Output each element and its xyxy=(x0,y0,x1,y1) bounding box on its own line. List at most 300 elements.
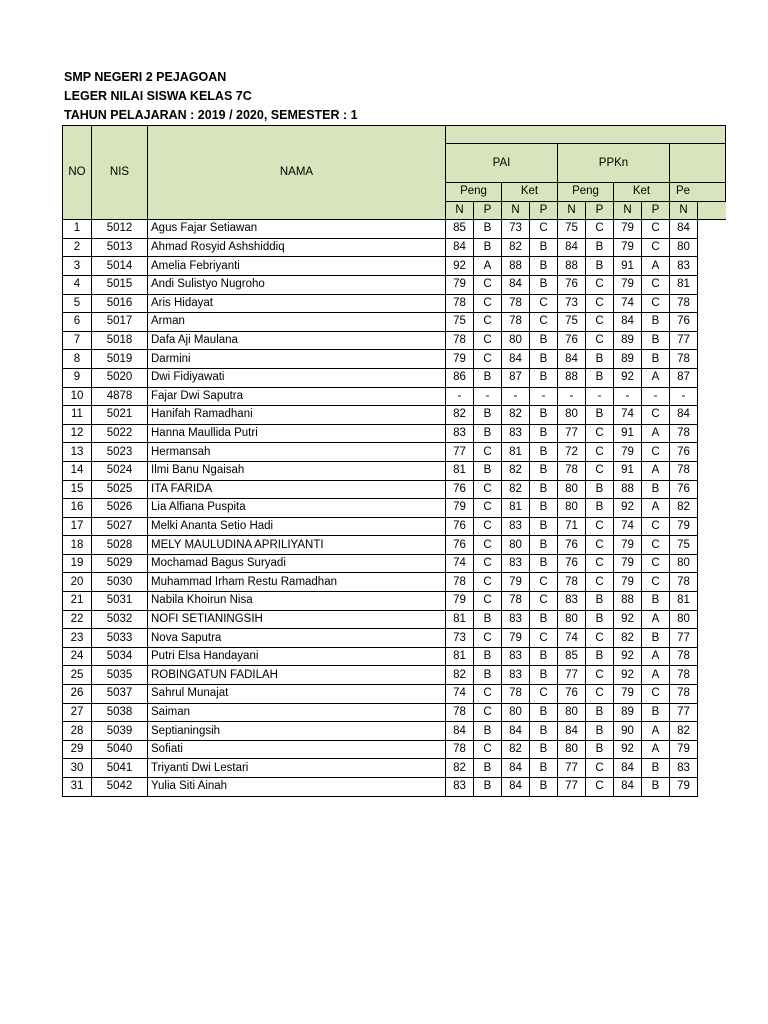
pai-peng-p: B xyxy=(474,610,502,629)
cell-gap xyxy=(698,573,726,592)
cell-gap xyxy=(698,294,726,313)
pai-peng-p: B xyxy=(474,759,502,778)
row-nis: 5013 xyxy=(92,238,148,257)
next-peng-n: 76 xyxy=(670,443,698,462)
table-row xyxy=(63,368,726,387)
ppkn-peng-p: B xyxy=(586,722,614,741)
pai-ket-n: 82 xyxy=(502,406,530,425)
row-nis: 5016 xyxy=(92,294,148,313)
cell-gap xyxy=(698,220,726,239)
ppkn-ket-n: 82 xyxy=(614,629,642,648)
row-nis: 5030 xyxy=(92,573,148,592)
pai-ket-n: 83 xyxy=(502,517,530,536)
cell-gap xyxy=(698,629,726,648)
row-nama: Nova Saputra xyxy=(148,629,446,648)
ppkn-ket-n: 89 xyxy=(614,331,642,350)
row-nis: 5032 xyxy=(92,610,148,629)
table-row xyxy=(63,647,726,666)
table-row xyxy=(63,294,726,313)
ppkn-peng-p: C xyxy=(586,666,614,685)
row-nama: ROBINGATUN FADILAH xyxy=(148,666,446,685)
academic-year: TAHUN PELAJARAN : 2019 / 2020, SEMESTER : 1 xyxy=(64,108,358,122)
row-nama: Putri Elsa Handayani xyxy=(148,647,446,666)
pai-ket-p: B xyxy=(530,666,558,685)
row-no: 16 xyxy=(63,499,92,518)
table-row xyxy=(63,629,726,648)
row-nama: Saiman xyxy=(148,703,446,722)
pai-ket-n: 84 xyxy=(502,778,530,797)
pai-ket-p: C xyxy=(530,685,558,704)
row-nis: 5018 xyxy=(92,331,148,350)
ppkn-ket-p: B xyxy=(642,350,670,369)
row-nama: Agus Fajar Setiawan xyxy=(148,220,446,239)
col-p: P xyxy=(642,201,670,220)
row-nama: Ilmi Banu Ngaisah xyxy=(148,461,446,480)
row-nama: ITA FARIDA xyxy=(148,480,446,499)
ppkn-ket-n: 92 xyxy=(614,666,642,685)
table-row xyxy=(63,350,726,369)
pai-ket-n: 78 xyxy=(502,685,530,704)
pai-ket-n: - xyxy=(502,387,530,406)
col-n: N xyxy=(446,201,474,220)
table-row xyxy=(63,536,726,555)
cell-gap xyxy=(698,368,726,387)
sub-peng: Peng xyxy=(558,183,614,202)
ppkn-ket-n: 79 xyxy=(614,573,642,592)
ppkn-ket-n: 91 xyxy=(614,461,642,480)
row-nis: 5022 xyxy=(92,424,148,443)
ppkn-ket-p: A xyxy=(642,610,670,629)
subjects-group-header xyxy=(446,126,726,144)
pai-ket-n: 88 xyxy=(502,257,530,276)
cell-gap xyxy=(698,257,726,276)
col-n: N xyxy=(502,201,530,220)
ppkn-ket-p: C xyxy=(642,573,670,592)
table-row xyxy=(63,722,726,741)
table-row xyxy=(63,499,726,518)
row-no: 15 xyxy=(63,480,92,499)
row-no: 18 xyxy=(63,536,92,555)
ppkn-ket-n: 89 xyxy=(614,703,642,722)
sub-ket: Ket xyxy=(502,183,558,202)
next-peng-n: 87 xyxy=(670,368,698,387)
pai-peng-n: 76 xyxy=(446,536,474,555)
pai-ket-p: B xyxy=(530,461,558,480)
row-no: 22 xyxy=(63,610,92,629)
row-no: 6 xyxy=(63,313,92,332)
ppkn-ket-n: 88 xyxy=(614,592,642,611)
pai-peng-n: 76 xyxy=(446,517,474,536)
ppkn-peng-p: B xyxy=(586,368,614,387)
ppkn-peng-n: 88 xyxy=(558,257,586,276)
row-nama: MELY MAULUDINA APRILIYANTI xyxy=(148,536,446,555)
ppkn-peng-n: 85 xyxy=(558,647,586,666)
pai-ket-p: B xyxy=(530,554,558,573)
pai-ket-n: 87 xyxy=(502,368,530,387)
ppkn-peng-n: 80 xyxy=(558,480,586,499)
ppkn-peng-n: 78 xyxy=(558,573,586,592)
ppkn-peng-p: B xyxy=(586,592,614,611)
table-row xyxy=(63,387,726,406)
ppkn-peng-n: 77 xyxy=(558,424,586,443)
cell-gap xyxy=(698,350,726,369)
pai-peng-n: 79 xyxy=(446,350,474,369)
pai-ket-n: 84 xyxy=(502,759,530,778)
school-name: SMP NEGERI 2 PEJAGOAN xyxy=(64,70,227,84)
cell-gap xyxy=(698,238,726,257)
ppkn-peng-p: B xyxy=(586,480,614,499)
cell-gap xyxy=(698,517,726,536)
ppkn-ket-n: 79 xyxy=(614,685,642,704)
row-no: 3 xyxy=(63,257,92,276)
row-nis: 5029 xyxy=(92,554,148,573)
ppkn-ket-n: 79 xyxy=(614,238,642,257)
row-nis: 5015 xyxy=(92,275,148,294)
ppkn-peng-n: 80 xyxy=(558,406,586,425)
next-peng-n: 78 xyxy=(670,350,698,369)
next-peng-n: 77 xyxy=(670,331,698,350)
pai-peng-p: C xyxy=(474,443,502,462)
next-peng-n: 79 xyxy=(670,778,698,797)
row-nama: Arman xyxy=(148,313,446,332)
ppkn-ket-p: A xyxy=(642,257,670,276)
pai-peng-p: B xyxy=(474,722,502,741)
ppkn-peng-n: 80 xyxy=(558,740,586,759)
next-peng-n: 76 xyxy=(670,480,698,499)
row-nis: 5034 xyxy=(92,647,148,666)
pai-peng-n: 92 xyxy=(446,257,474,276)
pai-peng-n: - xyxy=(446,387,474,406)
pai-peng-n: 83 xyxy=(446,424,474,443)
ppkn-ket-n: 79 xyxy=(614,275,642,294)
cell-gap xyxy=(698,759,726,778)
ppkn-peng-n: 77 xyxy=(558,666,586,685)
row-no: 13 xyxy=(63,443,92,462)
row-nama: Nabila Khoirun Nisa xyxy=(148,592,446,611)
pai-ket-n: 80 xyxy=(502,703,530,722)
ppkn-ket-p: - xyxy=(642,387,670,406)
pai-peng-n: 82 xyxy=(446,406,474,425)
row-nis: 5021 xyxy=(92,406,148,425)
row-no: 21 xyxy=(63,592,92,611)
cell-gap xyxy=(698,592,726,611)
ppkn-peng-p: C xyxy=(586,424,614,443)
pai-peng-p: B xyxy=(474,406,502,425)
document-title: LEGER NILAI SISWA KELAS 7C xyxy=(64,89,252,103)
next-peng-n: 78 xyxy=(670,685,698,704)
row-no: 23 xyxy=(63,629,92,648)
row-no: 27 xyxy=(63,703,92,722)
cell-gap xyxy=(698,331,726,350)
row-nis: 5020 xyxy=(92,368,148,387)
row-nis: 4878 xyxy=(92,387,148,406)
row-no: 1 xyxy=(63,220,92,239)
pai-peng-n: 86 xyxy=(446,368,474,387)
pai-ket-n: 79 xyxy=(502,573,530,592)
table-row xyxy=(63,666,726,685)
ppkn-peng-n: 83 xyxy=(558,592,586,611)
pai-peng-n: 78 xyxy=(446,703,474,722)
subject-ppkn: PPKn xyxy=(558,144,670,183)
pai-peng-p: C xyxy=(474,703,502,722)
pai-ket-p: B xyxy=(530,238,558,257)
ppkn-peng-p: B xyxy=(586,740,614,759)
ppkn-peng-n: - xyxy=(558,387,586,406)
pai-peng-p: C xyxy=(474,592,502,611)
ppkn-ket-n: - xyxy=(614,387,642,406)
pai-peng-n: 77 xyxy=(446,443,474,462)
ppkn-peng-p: B xyxy=(586,499,614,518)
pai-peng-n: 78 xyxy=(446,294,474,313)
table-row xyxy=(63,703,726,722)
col-no: NO xyxy=(63,126,92,220)
next-peng-n: 84 xyxy=(670,220,698,239)
pai-ket-p: C xyxy=(530,592,558,611)
ppkn-ket-n: 84 xyxy=(614,778,642,797)
ppkn-ket-n: 92 xyxy=(614,740,642,759)
pai-peng-n: 79 xyxy=(446,592,474,611)
ppkn-ket-p: C xyxy=(642,536,670,555)
pai-peng-p: C xyxy=(474,536,502,555)
pai-peng-p: C xyxy=(474,313,502,332)
pai-peng-n: 74 xyxy=(446,554,474,573)
pai-ket-p: B xyxy=(530,499,558,518)
cell-gap xyxy=(698,443,726,462)
pai-peng-n: 78 xyxy=(446,331,474,350)
pai-ket-n: 83 xyxy=(502,647,530,666)
ppkn-ket-p: C xyxy=(642,685,670,704)
ppkn-peng-p: C xyxy=(586,313,614,332)
pai-ket-p: C xyxy=(530,313,558,332)
pai-ket-n: 84 xyxy=(502,275,530,294)
row-no: 19 xyxy=(63,554,92,573)
row-nama: Hermansah xyxy=(148,443,446,462)
pai-peng-n: 79 xyxy=(446,499,474,518)
table-row xyxy=(63,554,726,573)
ppkn-peng-p: B xyxy=(586,406,614,425)
ppkn-ket-p: C xyxy=(642,275,670,294)
ppkn-ket-p: B xyxy=(642,331,670,350)
ppkn-ket-p: A xyxy=(642,424,670,443)
row-nis: 5025 xyxy=(92,480,148,499)
ppkn-peng-n: 75 xyxy=(558,220,586,239)
ppkn-ket-n: 92 xyxy=(614,647,642,666)
table-row xyxy=(63,424,726,443)
ppkn-peng-p: C xyxy=(586,759,614,778)
table-row xyxy=(63,220,726,239)
table-row xyxy=(63,517,726,536)
row-no: 2 xyxy=(63,238,92,257)
ppkn-peng-p: C xyxy=(586,536,614,555)
table-row xyxy=(63,275,726,294)
ppkn-ket-p: C xyxy=(642,220,670,239)
pai-ket-n: 80 xyxy=(502,536,530,555)
ppkn-peng-n: 73 xyxy=(558,294,586,313)
row-nama: Dwi Fidiyawati xyxy=(148,368,446,387)
pai-peng-p: C xyxy=(474,740,502,759)
row-no: 5 xyxy=(63,294,92,313)
col-n: N xyxy=(558,201,586,220)
ppkn-peng-n: 76 xyxy=(558,554,586,573)
pai-peng-p: C xyxy=(474,554,502,573)
pai-ket-n: 82 xyxy=(502,480,530,499)
row-nama: Septianingsih xyxy=(148,722,446,741)
pai-peng-n: 84 xyxy=(446,238,474,257)
pai-ket-p: - xyxy=(530,387,558,406)
ppkn-ket-n: 79 xyxy=(614,220,642,239)
pai-peng-n: 85 xyxy=(446,220,474,239)
ppkn-peng-p: C xyxy=(586,517,614,536)
ppkn-ket-p: A xyxy=(642,368,670,387)
next-peng-n: 81 xyxy=(670,275,698,294)
ppkn-peng-n: 80 xyxy=(558,610,586,629)
pai-ket-p: C xyxy=(530,220,558,239)
row-nis: 5037 xyxy=(92,685,148,704)
row-no: 30 xyxy=(63,759,92,778)
pai-peng-p: B xyxy=(474,666,502,685)
row-nis: 5031 xyxy=(92,592,148,611)
row-no: 10 xyxy=(63,387,92,406)
row-nis: 5017 xyxy=(92,313,148,332)
row-nis: 5033 xyxy=(92,629,148,648)
pai-ket-p: C xyxy=(530,629,558,648)
ppkn-peng-p: C xyxy=(586,685,614,704)
ppkn-ket-n: 74 xyxy=(614,294,642,313)
row-nama: Darmini xyxy=(148,350,446,369)
ppkn-ket-p: C xyxy=(642,443,670,462)
table-row xyxy=(63,406,726,425)
ppkn-peng-n: 77 xyxy=(558,778,586,797)
pai-ket-p: B xyxy=(530,331,558,350)
pai-ket-p: B xyxy=(530,424,558,443)
cell-gap xyxy=(698,275,726,294)
ppkn-ket-p: B xyxy=(642,313,670,332)
ppkn-peng-p: C xyxy=(586,275,614,294)
ppkn-peng-n: 78 xyxy=(558,461,586,480)
ppkn-ket-p: C xyxy=(642,554,670,573)
pai-ket-p: B xyxy=(530,443,558,462)
pai-ket-p: C xyxy=(530,573,558,592)
row-nis: 5041 xyxy=(92,759,148,778)
pai-ket-p: B xyxy=(530,368,558,387)
pai-ket-p: B xyxy=(530,647,558,666)
row-no: 26 xyxy=(63,685,92,704)
table-row xyxy=(63,238,726,257)
ppkn-ket-p: C xyxy=(642,294,670,313)
row-nama: Amelia Febriyanti xyxy=(148,257,446,276)
next-peng-n: 78 xyxy=(670,294,698,313)
next-peng-n: 77 xyxy=(670,703,698,722)
pai-peng-n: 81 xyxy=(446,647,474,666)
next-peng-n: 82 xyxy=(670,722,698,741)
cell-gap xyxy=(698,666,726,685)
row-nis: 5039 xyxy=(92,722,148,741)
table-row xyxy=(63,685,726,704)
pai-peng-p: C xyxy=(474,294,502,313)
row-no: 11 xyxy=(63,406,92,425)
next-peng-n: 75 xyxy=(670,536,698,555)
row-nama: Sofiati xyxy=(148,740,446,759)
next-peng-n: 84 xyxy=(670,406,698,425)
cell-gap xyxy=(698,610,726,629)
col-p: P xyxy=(474,201,502,220)
ppkn-peng-n: 84 xyxy=(558,722,586,741)
ppkn-ket-p: C xyxy=(642,517,670,536)
col-nis: NIS xyxy=(92,126,148,220)
pai-ket-p: B xyxy=(530,517,558,536)
next-peng-n: 83 xyxy=(670,257,698,276)
ppkn-ket-p: A xyxy=(642,647,670,666)
pai-peng-n: 82 xyxy=(446,759,474,778)
ppkn-ket-p: A xyxy=(642,722,670,741)
next-peng-n: 78 xyxy=(670,666,698,685)
next-peng-n: 80 xyxy=(670,238,698,257)
cell-gap xyxy=(698,722,726,741)
table-row xyxy=(63,480,726,499)
table-row xyxy=(63,313,726,332)
ppkn-ket-p: A xyxy=(642,666,670,685)
ppkn-ket-n: 92 xyxy=(614,368,642,387)
table-row xyxy=(63,740,726,759)
ppkn-peng-p: B xyxy=(586,238,614,257)
row-nis: 5014 xyxy=(92,257,148,276)
pai-ket-n: 84 xyxy=(502,350,530,369)
pai-peng-p: C xyxy=(474,275,502,294)
ppkn-peng-n: 75 xyxy=(558,313,586,332)
cell-gap xyxy=(698,387,726,406)
next-peng-n: 76 xyxy=(670,313,698,332)
cell-gap xyxy=(698,703,726,722)
table-row xyxy=(63,461,726,480)
ppkn-peng-n: 80 xyxy=(558,499,586,518)
pai-peng-n: 83 xyxy=(446,778,474,797)
ppkn-peng-n: 77 xyxy=(558,759,586,778)
pai-ket-n: 78 xyxy=(502,294,530,313)
grade-table xyxy=(62,125,726,797)
row-no: 20 xyxy=(63,573,92,592)
cell-gap xyxy=(698,406,726,425)
ppkn-peng-p: C xyxy=(586,573,614,592)
pai-ket-n: 83 xyxy=(502,554,530,573)
pai-ket-p: B xyxy=(530,778,558,797)
pai-peng-p: B xyxy=(474,368,502,387)
pai-peng-n: 79 xyxy=(446,275,474,294)
cell-gap xyxy=(698,647,726,666)
row-no: 24 xyxy=(63,647,92,666)
pai-ket-p: B xyxy=(530,480,558,499)
ppkn-ket-p: B xyxy=(642,592,670,611)
ppkn-peng-p: C xyxy=(586,554,614,573)
ppkn-peng-p: C xyxy=(586,778,614,797)
ppkn-peng-n: 84 xyxy=(558,350,586,369)
next-peng-n: 83 xyxy=(670,759,698,778)
ppkn-peng-n: 76 xyxy=(558,685,586,704)
ppkn-ket-n: 74 xyxy=(614,406,642,425)
pai-peng-n: 78 xyxy=(446,573,474,592)
ppkn-ket-p: B xyxy=(642,703,670,722)
pai-ket-n: 81 xyxy=(502,499,530,518)
pai-ket-n: 83 xyxy=(502,424,530,443)
ppkn-peng-p: C xyxy=(586,294,614,313)
table-row xyxy=(63,443,726,462)
pai-ket-n: 78 xyxy=(502,592,530,611)
pai-peng-n: 74 xyxy=(446,685,474,704)
row-no: 28 xyxy=(63,722,92,741)
pai-peng-p: C xyxy=(474,573,502,592)
pai-peng-p: - xyxy=(474,387,502,406)
ppkn-ket-p: C xyxy=(642,238,670,257)
pai-peng-p: B xyxy=(474,647,502,666)
